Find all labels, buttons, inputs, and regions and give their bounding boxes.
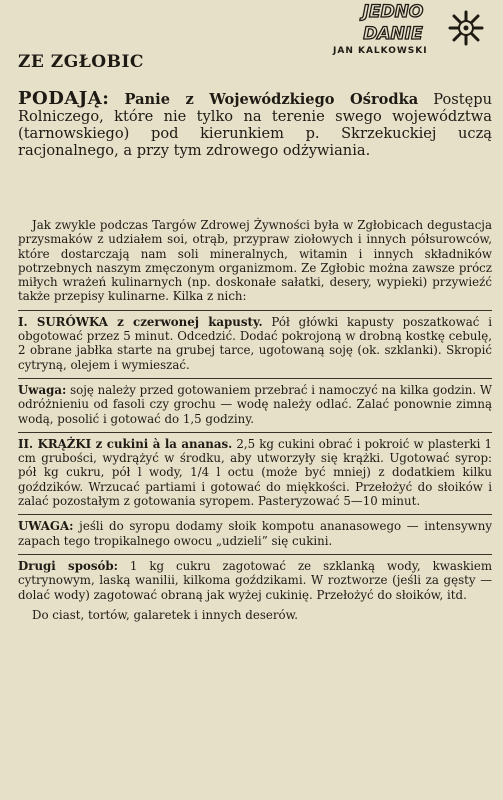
article-title: ZE ZGŁOBIC — [18, 52, 144, 72]
star-burst-icon — [445, 8, 487, 48]
recipe-krazki — [18, 437, 492, 508]
lead-paragraph — [18, 90, 492, 159]
logo-line-2: DANIE — [363, 24, 423, 44]
note-text: soję należy przed gotowaniem przebrać i namoczyć na kilka godzin. W odróżnieniu od fasoli czy grochu — wodę należy odlać. Zalać ponownie zimną wodą, posolić i gotować do 1,5 godziny. — [18, 382, 492, 426]
divider — [18, 432, 492, 433]
lead-keyword: PODAJĄ: — [18, 88, 110, 109]
intro-paragraph: Jak zwykle podczas Targów Zdrowej Żywności była w Zgłobicach degustacja przysmaków z udziałem soi, otrąb, przypraw ziołowych i innych półsurowców, które dostarczają nam soli mineralnych, witamin i innych składników potrzebnych naszym zmęczonym organizmom. Ze Zgłobic można zawsze prócz miłych wrażeń kulinarnych (np. doskonałe sałatki, desery, wypieki) przywieźć także przepisy kulinarne. Kilka z nich: — [18, 218, 492, 304]
note-soja — [18, 383, 492, 426]
divider — [18, 554, 492, 555]
recipe-drugi-sposob — [18, 559, 492, 602]
column-logo — [333, 4, 493, 66]
recipe-text: 2,5 kg cukini obrać i pokroić w plasterki 1 cm grubości, wydrążyć w środku, aby utworzyły się krążki. Ugotować syrop: pół kg cukru, pół l wody, 1/4 l octu (może być mniej) z dodatkiem kilku goździków. Wrzucać partiami i gotować do miękkości. Przełożyć do słoików i zalać pozostałym z gotowania syropem. Pasteryzować 5—10 minut. — [18, 436, 493, 509]
logo-author: JAN KALKOWSKI — [333, 46, 428, 56]
recipe-text: Pół główki kapusty poszatkować i obgotować przez 5 minut. Odcedzić. Dodać pokrojoną w drobną kostkę cebulę, 2 obrane jabłka starte na grubej tarce, ugotowaną soję (ok. szklanki). Skropić cytryną, olejem i wymieszać. — [18, 314, 492, 372]
recipe-heading: I. SURÓWKA z czerwonej kapusty. — [18, 314, 263, 329]
divider — [18, 310, 492, 311]
recipe-heading: II. KRĄŻKI z cukini à la ananas. — [18, 436, 233, 451]
note-text: jeśli do syropu dodamy słoik kompotu ananasowego — intensywny zapach tego tropikalnego owocu „udzieli” się cukini. — [18, 519, 492, 548]
recipe-heading: Drugi sposób: — [18, 558, 118, 573]
note-heading: UWAGA: — [18, 519, 74, 534]
lead-text: Postępu Rolniczego, które nie tylko na terenie swego województwa (tarnowskiego) pod kierunkiem p. Skrzekuckiej uczą racjonalnego, a przy tym zdrowego odżywiania. — [18, 91, 493, 159]
divider — [18, 378, 492, 379]
logo-line-1: JEDNO — [362, 2, 424, 22]
article-body — [18, 218, 492, 628]
closing-line: Do ciast, tortów, galaretek i innych deserów. — [32, 607, 299, 622]
note-ananas — [18, 519, 492, 548]
recipe-surowka — [18, 315, 492, 372]
divider — [18, 514, 492, 515]
recipe-text: 1 kg cukru zagotować ze szklanką wody, kwaskiem cytrynowym, laską wanilii, kilkoma goździkami. W roztworze (jeśli za gęsty — dolać wody) zagotować obraną jak wyżej cukinię. Przełożyć do słoików, itd. — [18, 558, 493, 602]
note-heading: Uwaga: — [18, 382, 67, 397]
lead-bold-text: Panie z Wojewódzkiego Ośrodka — [124, 91, 419, 108]
logo-wordmark — [333, 4, 453, 42]
